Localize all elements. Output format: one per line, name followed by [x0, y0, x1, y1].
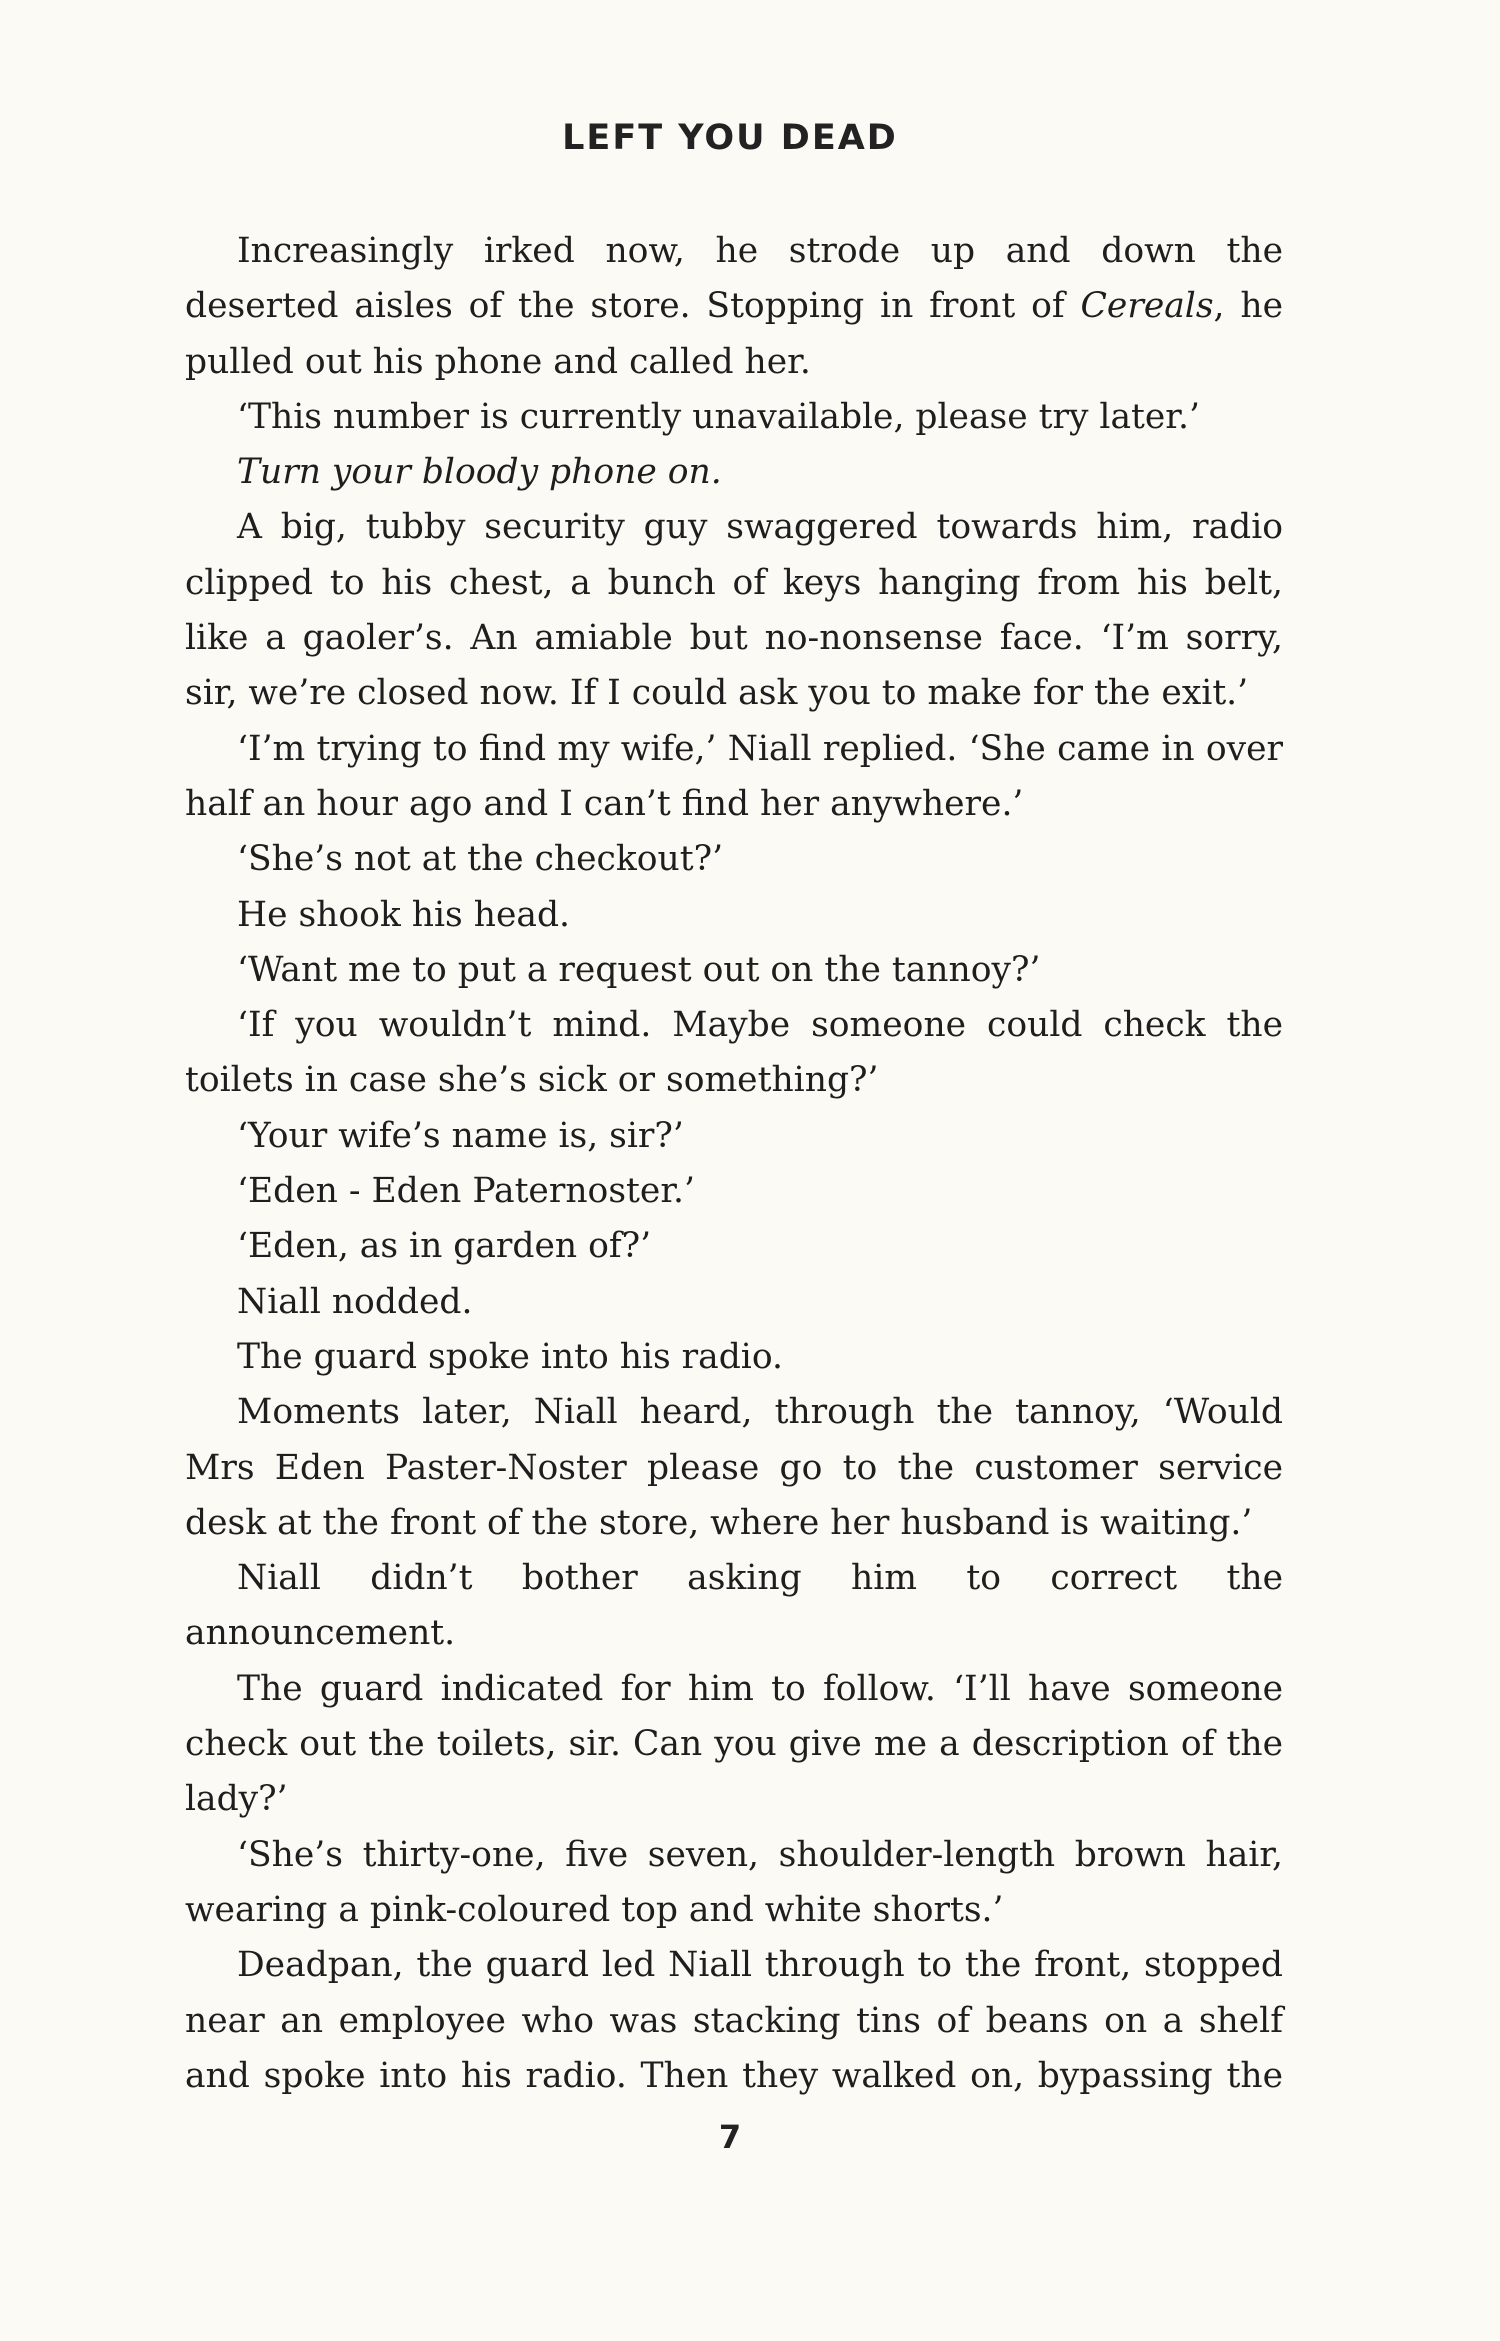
- paragraph: [185, 722, 1283, 833]
- paragraph-text: Moments later, Niall heard, through the tannoy, ‘Would Mrs Eden Paster-Noster please go to the customer service desk at the front of the store, where her husband is waiting.’: [185, 1392, 1283, 1543]
- italic-text: Turn your bloody phone on.: [237, 452, 722, 493]
- paragraph: [185, 1828, 1283, 1939]
- paragraph: [185, 1330, 1283, 1385]
- paragraph-text: ‘Your wife’s name is, sir?’: [237, 1115, 684, 1156]
- paragraph-text: ‘Want me to put a request out on the tannoy?’: [237, 949, 1041, 990]
- paragraph-text: He shook his head.: [237, 894, 570, 935]
- paragraph-text: The guard indicated for him to follow. ‘I’ll have someone check out the toilets, sir. Can you give me a description of the lady?’: [185, 1668, 1283, 1820]
- paragraph: [185, 998, 1283, 1109]
- page-number: 7: [718, 2118, 742, 2156]
- paragraph: [185, 1109, 1283, 1164]
- paragraph: [185, 390, 1283, 445]
- paragraph-text: , he pulled out his phone and called her.: [185, 286, 1283, 382]
- paragraph: [185, 1662, 1283, 1828]
- paragraph: [185, 1219, 1283, 1274]
- paragraph-text: Increasingly irked now, he strode up and down the deserted aisles of the store. Stopping in front of: [185, 231, 1283, 327]
- paragraph-text: Niall nodded.: [237, 1281, 473, 1322]
- italic-text: Cereals: [1080, 286, 1214, 327]
- paragraph: [185, 500, 1283, 721]
- paragraph: [185, 1551, 1283, 1662]
- paragraph-text: Deadpan, the guard led Niall through to the front, stopped near an employee who was stacking tins of beans on a shelf and spoke into his radio. Then they walked on, bypassing the: [185, 1945, 1283, 2096]
- paragraph: [185, 224, 1283, 390]
- paragraph: [185, 832, 1283, 887]
- paragraph-text: ‘I’m trying to find my wife,’ Niall replied. ‘She came in over half an hour ago and I can’t find her anywhere.’: [185, 728, 1283, 824]
- paragraph: [185, 1275, 1283, 1330]
- paragraph: [185, 1164, 1283, 1219]
- running-head-title: LEFT YOU DEAD: [562, 118, 898, 158]
- body-text: [185, 224, 1283, 2104]
- paragraph-text: ‘She’s thirty-one, five seven, shoulder-length brown hair, wearing a pink-coloured top and white shorts.’: [185, 1834, 1283, 1930]
- paragraph-text: ‘Eden, as in garden of?’: [237, 1226, 652, 1267]
- paragraph: [185, 1385, 1283, 1551]
- paragraph-text: ‘She’s not at the checkout?’: [237, 839, 724, 880]
- paragraph: [185, 888, 1283, 943]
- paragraph-text: ‘Eden - Eden Paternoster.’: [237, 1171, 695, 1212]
- paragraph-text: ‘If you wouldn’t mind. Maybe someone could check the toilets in case she’s sick or something?’: [185, 1005, 1283, 1101]
- paragraph-text: ‘This number is currently unavailable, please try later.’: [237, 396, 1200, 437]
- paragraph-text: The guard spoke into his radio.: [237, 1336, 783, 1377]
- paragraph-text: Niall didn’t bother asking him to correct the announcement.: [185, 1558, 1283, 1654]
- paragraph-text: A big, tubby security guy swaggered towards him, radio clipped to his chest, a bunch of keys hanging from his belt, like a gaoler’s. An amiable but no-nonsense face. ‘I’m sorry, sir, we’re closed now. If I could ask you to make for the exit.’: [185, 507, 1283, 714]
- paragraph: [185, 445, 1283, 500]
- paragraph: [185, 943, 1283, 998]
- paragraph: [185, 1938, 1283, 2104]
